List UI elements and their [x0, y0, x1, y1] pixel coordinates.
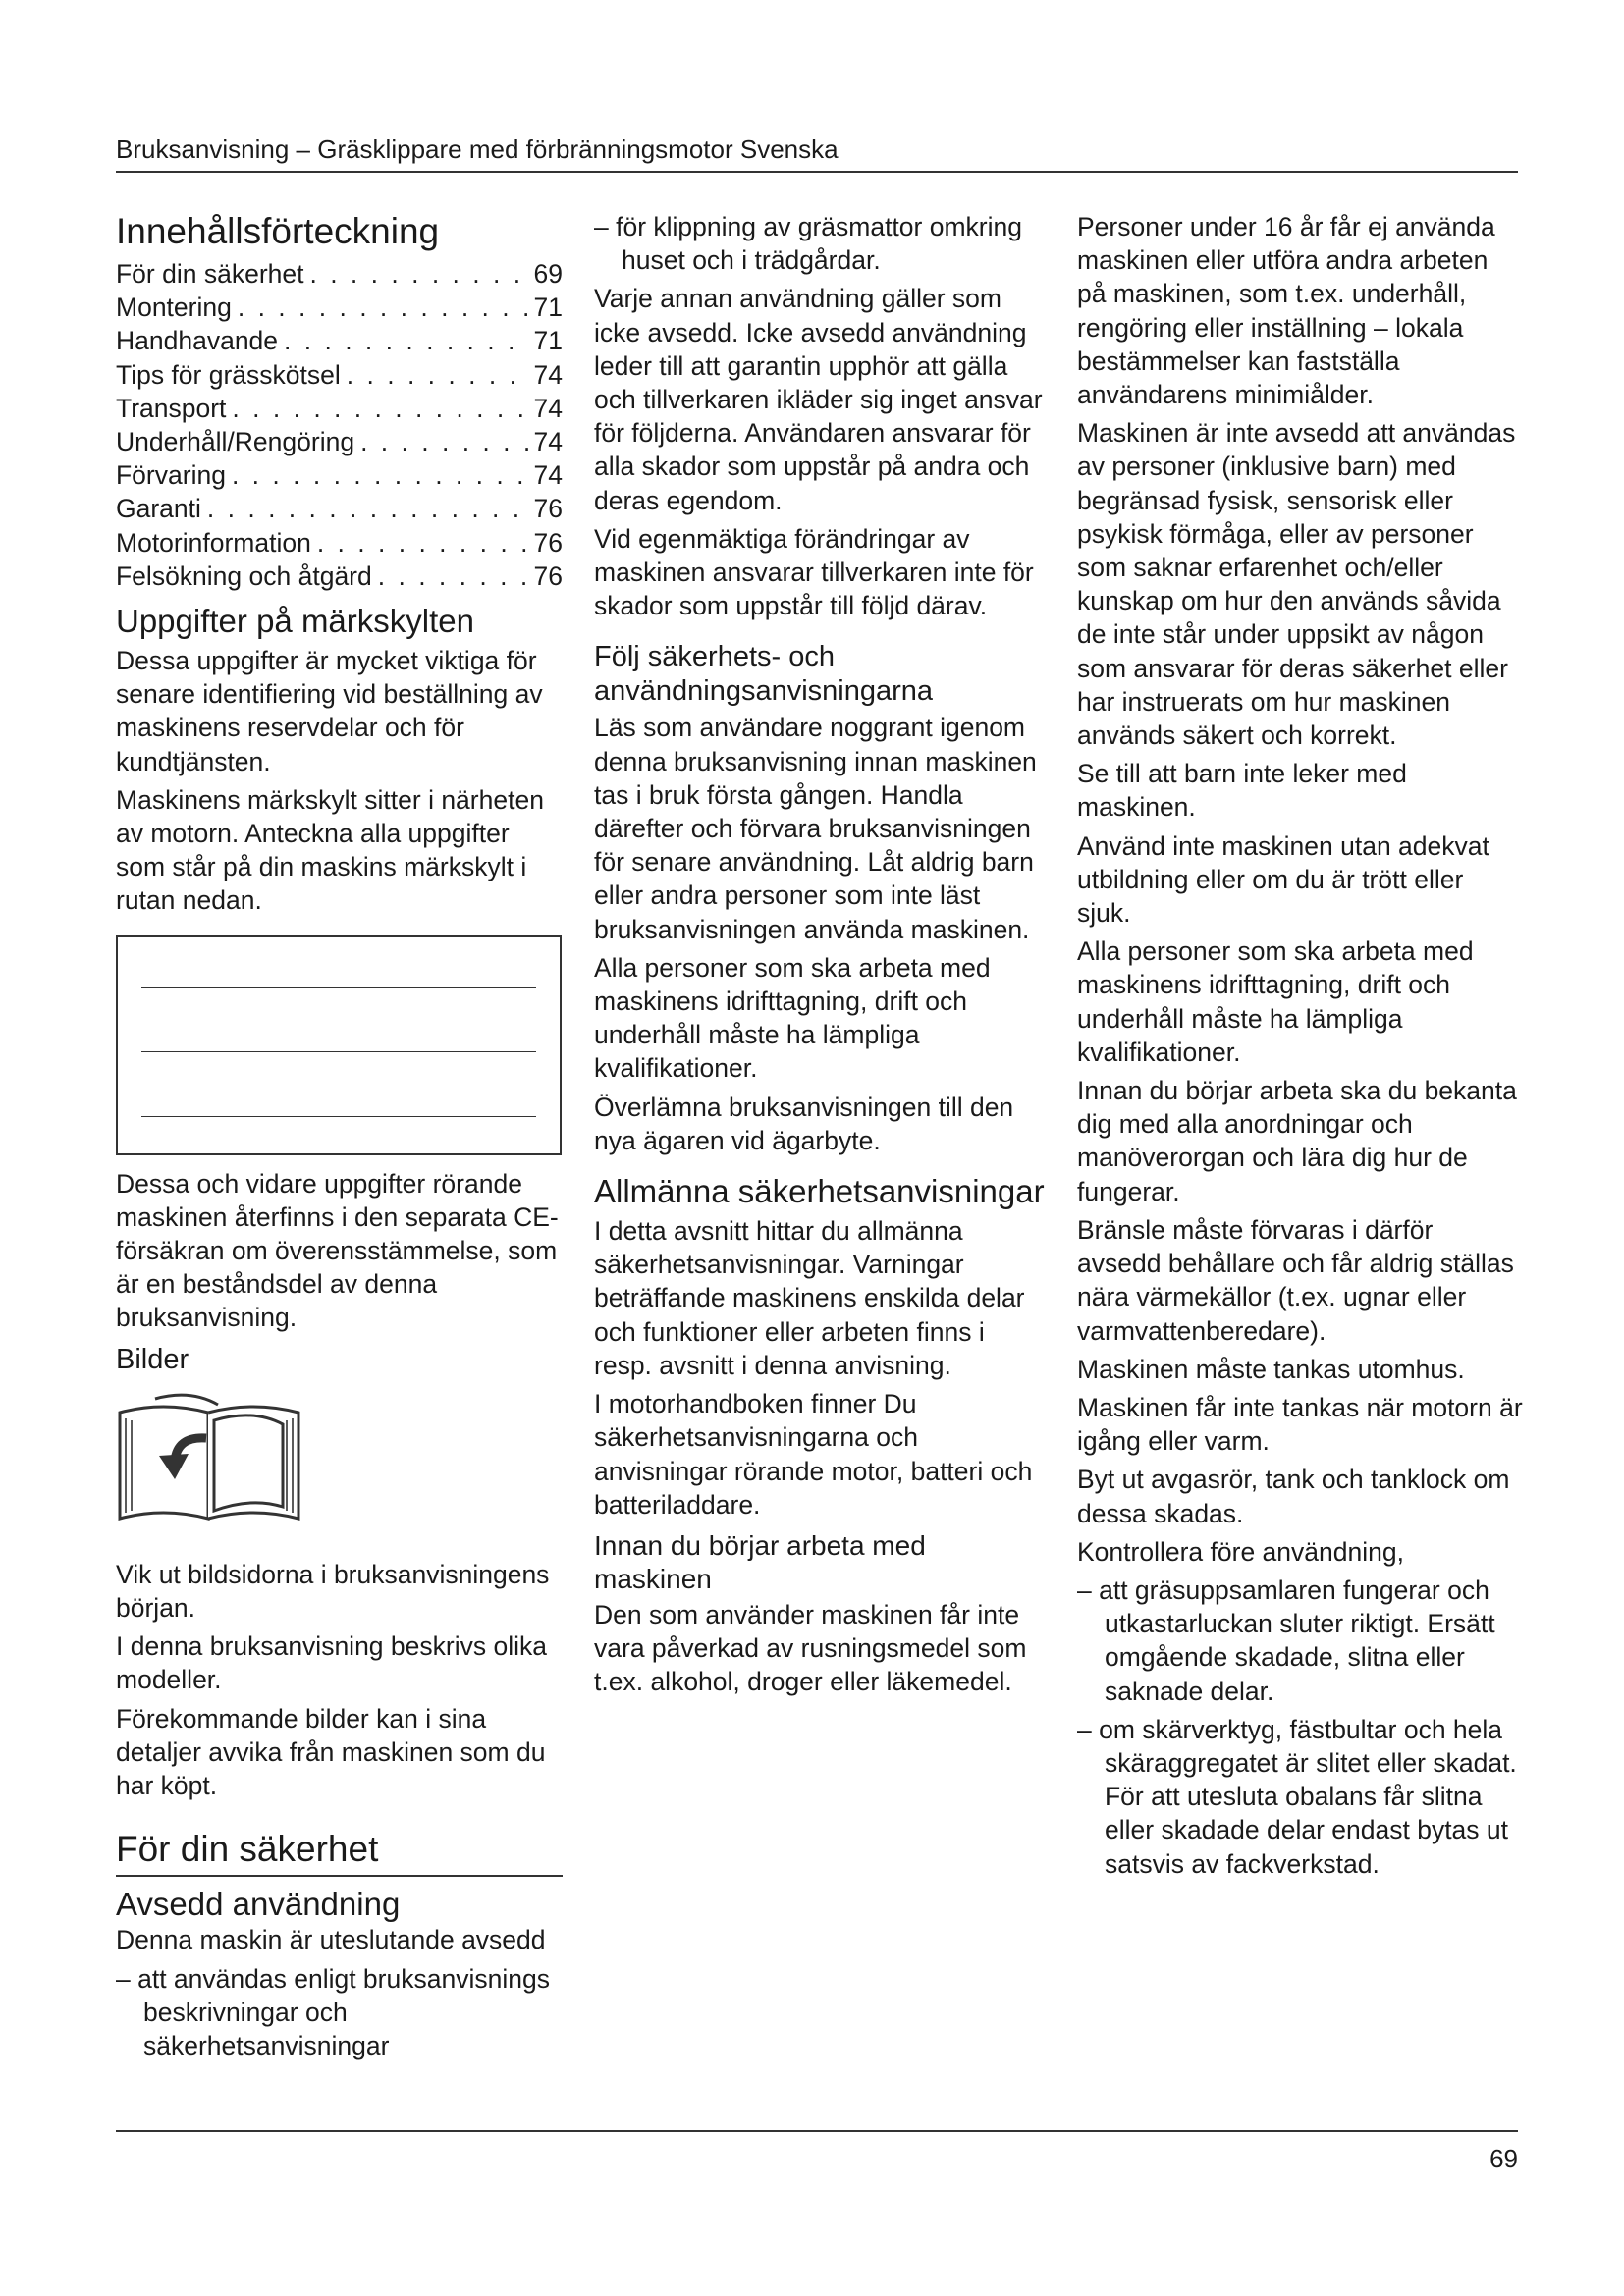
body-paragraph: Alla personer som ska arbeta med maskinens idrifttagning, drift och underhåll måste ha lämpliga kvalifikationer. — [594, 952, 991, 1084]
entry-line — [141, 1051, 536, 1053]
body-paragraph: Den som använder maskinen får inte vara påverkad av rusningsmedel som t.ex. alkohol, droger eller läkemedel. — [594, 1599, 1027, 1697]
images-heading: Bilder — [116, 1343, 189, 1375]
body-paragraph: Läs som användare noggrant igenom denna bruksanvisning innan maskinen tas i bruk första gången. Handla därefter och förvara bruksanvisningen för senare användning. Låt aldrig barn eller andra personer som inte läst bruksanvisningen använda maskinen. — [594, 713, 1037, 944]
intended-use-heading: Avsedd användning — [116, 1886, 401, 1923]
intended-use-paragraph: Denna maskin är uteslutande avsedd — [116, 1925, 546, 1955]
toc-entry[interactable]: Underhåll/Rengöring . . . 74 — [116, 425, 563, 458]
safety-heading: För din säkerhet — [116, 1829, 379, 1870]
page-number: 69 — [1489, 2144, 1518, 2173]
images-paragraph: I denna bruksanvisning beskrivs olika modeller. — [116, 1631, 547, 1695]
entry-line — [141, 1116, 536, 1118]
toc-entry[interactable]: Montering . . . 71 — [116, 291, 563, 324]
intended-use-item: – för klippning av gräsmattor omkring huset och i trädgårdar. — [594, 212, 1022, 276]
column-1 — [116, 196, 563, 2067]
body-paragraph: Maskinen får inte tankas när motorn är igång eller varm. — [1077, 1392, 1523, 1457]
body-paragraph: Använd inte maskinen utan adekvat utbildning eller om du är trött eller sjuk. — [1077, 830, 1489, 929]
body-paragraph: Överlämna bruksanvisningen till den nya ägaren vid ägarbyte. — [594, 1092, 1014, 1155]
rating-plate-paragraph: Dessa uppgifter är mycket viktiga för senare identifiering vid beställning av maskinens reservdelar och för kundtjänsten. — [116, 646, 543, 776]
body-paragraph: Alla personer som ska arbeta med maskinens idrifttagning, drift och underhåll måste ha lämpliga kvalifikationer. — [1077, 936, 1474, 1067]
checklist-item: – om skärverktyg, fästbultar och hela skäraggregatet är slitet eller skadat. För att utesluta obalans får slitna eller skadade delar endast bytas ut satsvis av fackverkstad. — [1077, 1714, 1517, 1879]
body-paragraph: Varje annan användning gäller som icke avsedd. Icke avsedd användning leder till att garantin upphör att gälla och tillverkaren ikläder sig inget ansvar för följderna. Användaren ansvarar för alla skador som uppstår på andra och deras egendom. — [594, 284, 1043, 515]
rating-plate-paragraph: Dessa och vidare uppgifter rörande maskinen återfinns i den separata CE-försäkran om överensstämmelse, som är en beståndsdel av denna bruksanvisning. — [116, 1168, 559, 1333]
body-paragraph: Maskinen måste tankas utomhus. — [1077, 1354, 1465, 1384]
toc-entry[interactable]: Felsökning och åtgärd . . . 76 — [116, 560, 563, 593]
page-header: Bruksanvisning – Gräsklippare med förbränningsmotor Svenska — [116, 134, 839, 164]
entry-line — [141, 987, 536, 988]
images-paragraph: Förekommande bilder kan i sina detaljer avvika från maskinen som du har köpt. — [116, 1703, 546, 1801]
body-paragraph: Se till att barn inte leker med maskinen. — [1077, 759, 1407, 823]
fold-out-book-icon — [116, 1391, 302, 1528]
footer-rule — [116, 2130, 1518, 2132]
toc-heading: Innehållsförteckning — [116, 211, 440, 251]
body-paragraph: I motorhandboken finner Du säkerhetsanvisningarna och anvisningar rörande motor, batteri och batteriladdare. — [594, 1389, 1033, 1520]
body-paragraph: Personer under 16 år får ej använda maskinen eller utföra andra arbeten på maskinen, som t.ex. underhåll, rengöring eller inställning – lokala bestämmelser kan fastställa användarens minimiålder. — [1077, 212, 1495, 410]
body-paragraph: Byt ut avgasrör, tank och tanklock om dessa skadas. — [1077, 1465, 1510, 1528]
intended-use-item: – att användas enligt bruksanvisnings beskrivningar och säkerhetsanvisningar — [116, 1963, 550, 2060]
header-rule — [116, 171, 1518, 173]
body-paragraph: I detta avsnitt hittar du allmänna säkerhetsanvisningar. Varningar beträffande maskinens enskilda delar och funktioner eller arbeten finns i resp. avsnitt i denna anvisning. — [594, 1216, 1025, 1380]
body-paragraph: Maskinen är inte avsedd att användas av personer (inklusive barn) med begränsad fysisk, sensorisk eller psykisk förmåga, eller av personer som saknar erfarenhet och/eller kunskap om hur den används såvida de inte står under uppsikt av någon som ansvarar för deras säkerhet eller har instruerats om hur maskinen används säkert och korrekt. — [1077, 418, 1516, 751]
toc-entry[interactable]: För din säkerhet . . . 69 — [116, 257, 563, 291]
section-rule — [116, 1875, 563, 1877]
follow-instructions-heading: Följ säkerhets- och användningsanvisningarna — [594, 641, 934, 708]
toc-entry[interactable]: Förvaring . . . 74 — [116, 458, 563, 492]
toc-entry[interactable]: Handhavande . . . 71 — [116, 324, 563, 357]
rating-plate-heading: Uppgifter på märkskylten — [116, 603, 474, 640]
column-3 — [1077, 196, 1524, 1886]
general-safety-heading: Allmänna säkerhetsanvisningar — [594, 1173, 1045, 1210]
body-paragraph: Bränsle måste förvaras i därför avsedd behållare och får aldrig ställas nära värmekällor (t.ex. ugnar eller varmvattenberedare). — [1077, 1214, 1514, 1346]
body-paragraph: Vid egenmäktiga förändringar av maskinen ansvarar tillverkaren inte för skador som uppstår till följd därav. — [594, 523, 1034, 621]
column-2 — [594, 196, 1048, 1704]
rating-plate-box[interactable] — [116, 935, 562, 1155]
checklist-item: – att gräsuppsamlaren fungerar och utkastarluckan sluter riktigt. Ersätt omgående skadade, slitna eller saknade delar. — [1077, 1575, 1495, 1706]
toc-entry[interactable]: Transport . . . 74 — [116, 392, 563, 425]
images-paragraph: Vik ut bildsidorna i bruksanvisningens början. — [116, 1559, 550, 1624]
toc-list — [116, 257, 563, 593]
toc-entry[interactable]: Motorinformation . . . 76 — [116, 526, 563, 560]
toc-entry[interactable]: Tips för grässkötsel . . . 74 — [116, 358, 563, 392]
rating-plate-paragraph: Maskinens märkskylt sitter i närheten av motorn. Anteckna alla uppgifter som står på din maskins märkskylt i rutan nedan. — [116, 784, 544, 916]
before-work-heading: Innan du börjar arbeta med maskinen — [594, 1529, 926, 1594]
body-paragraph: Innan du börjar arbeta ska du bekanta dig med alla anordningar och manöverorgan och lära dig hur de fungerar. — [1077, 1076, 1517, 1206]
toc-entry[interactable]: Garanti . . . 76 — [116, 492, 563, 525]
body-paragraph: Kontrollera före användning, — [1077, 1536, 1404, 1567]
